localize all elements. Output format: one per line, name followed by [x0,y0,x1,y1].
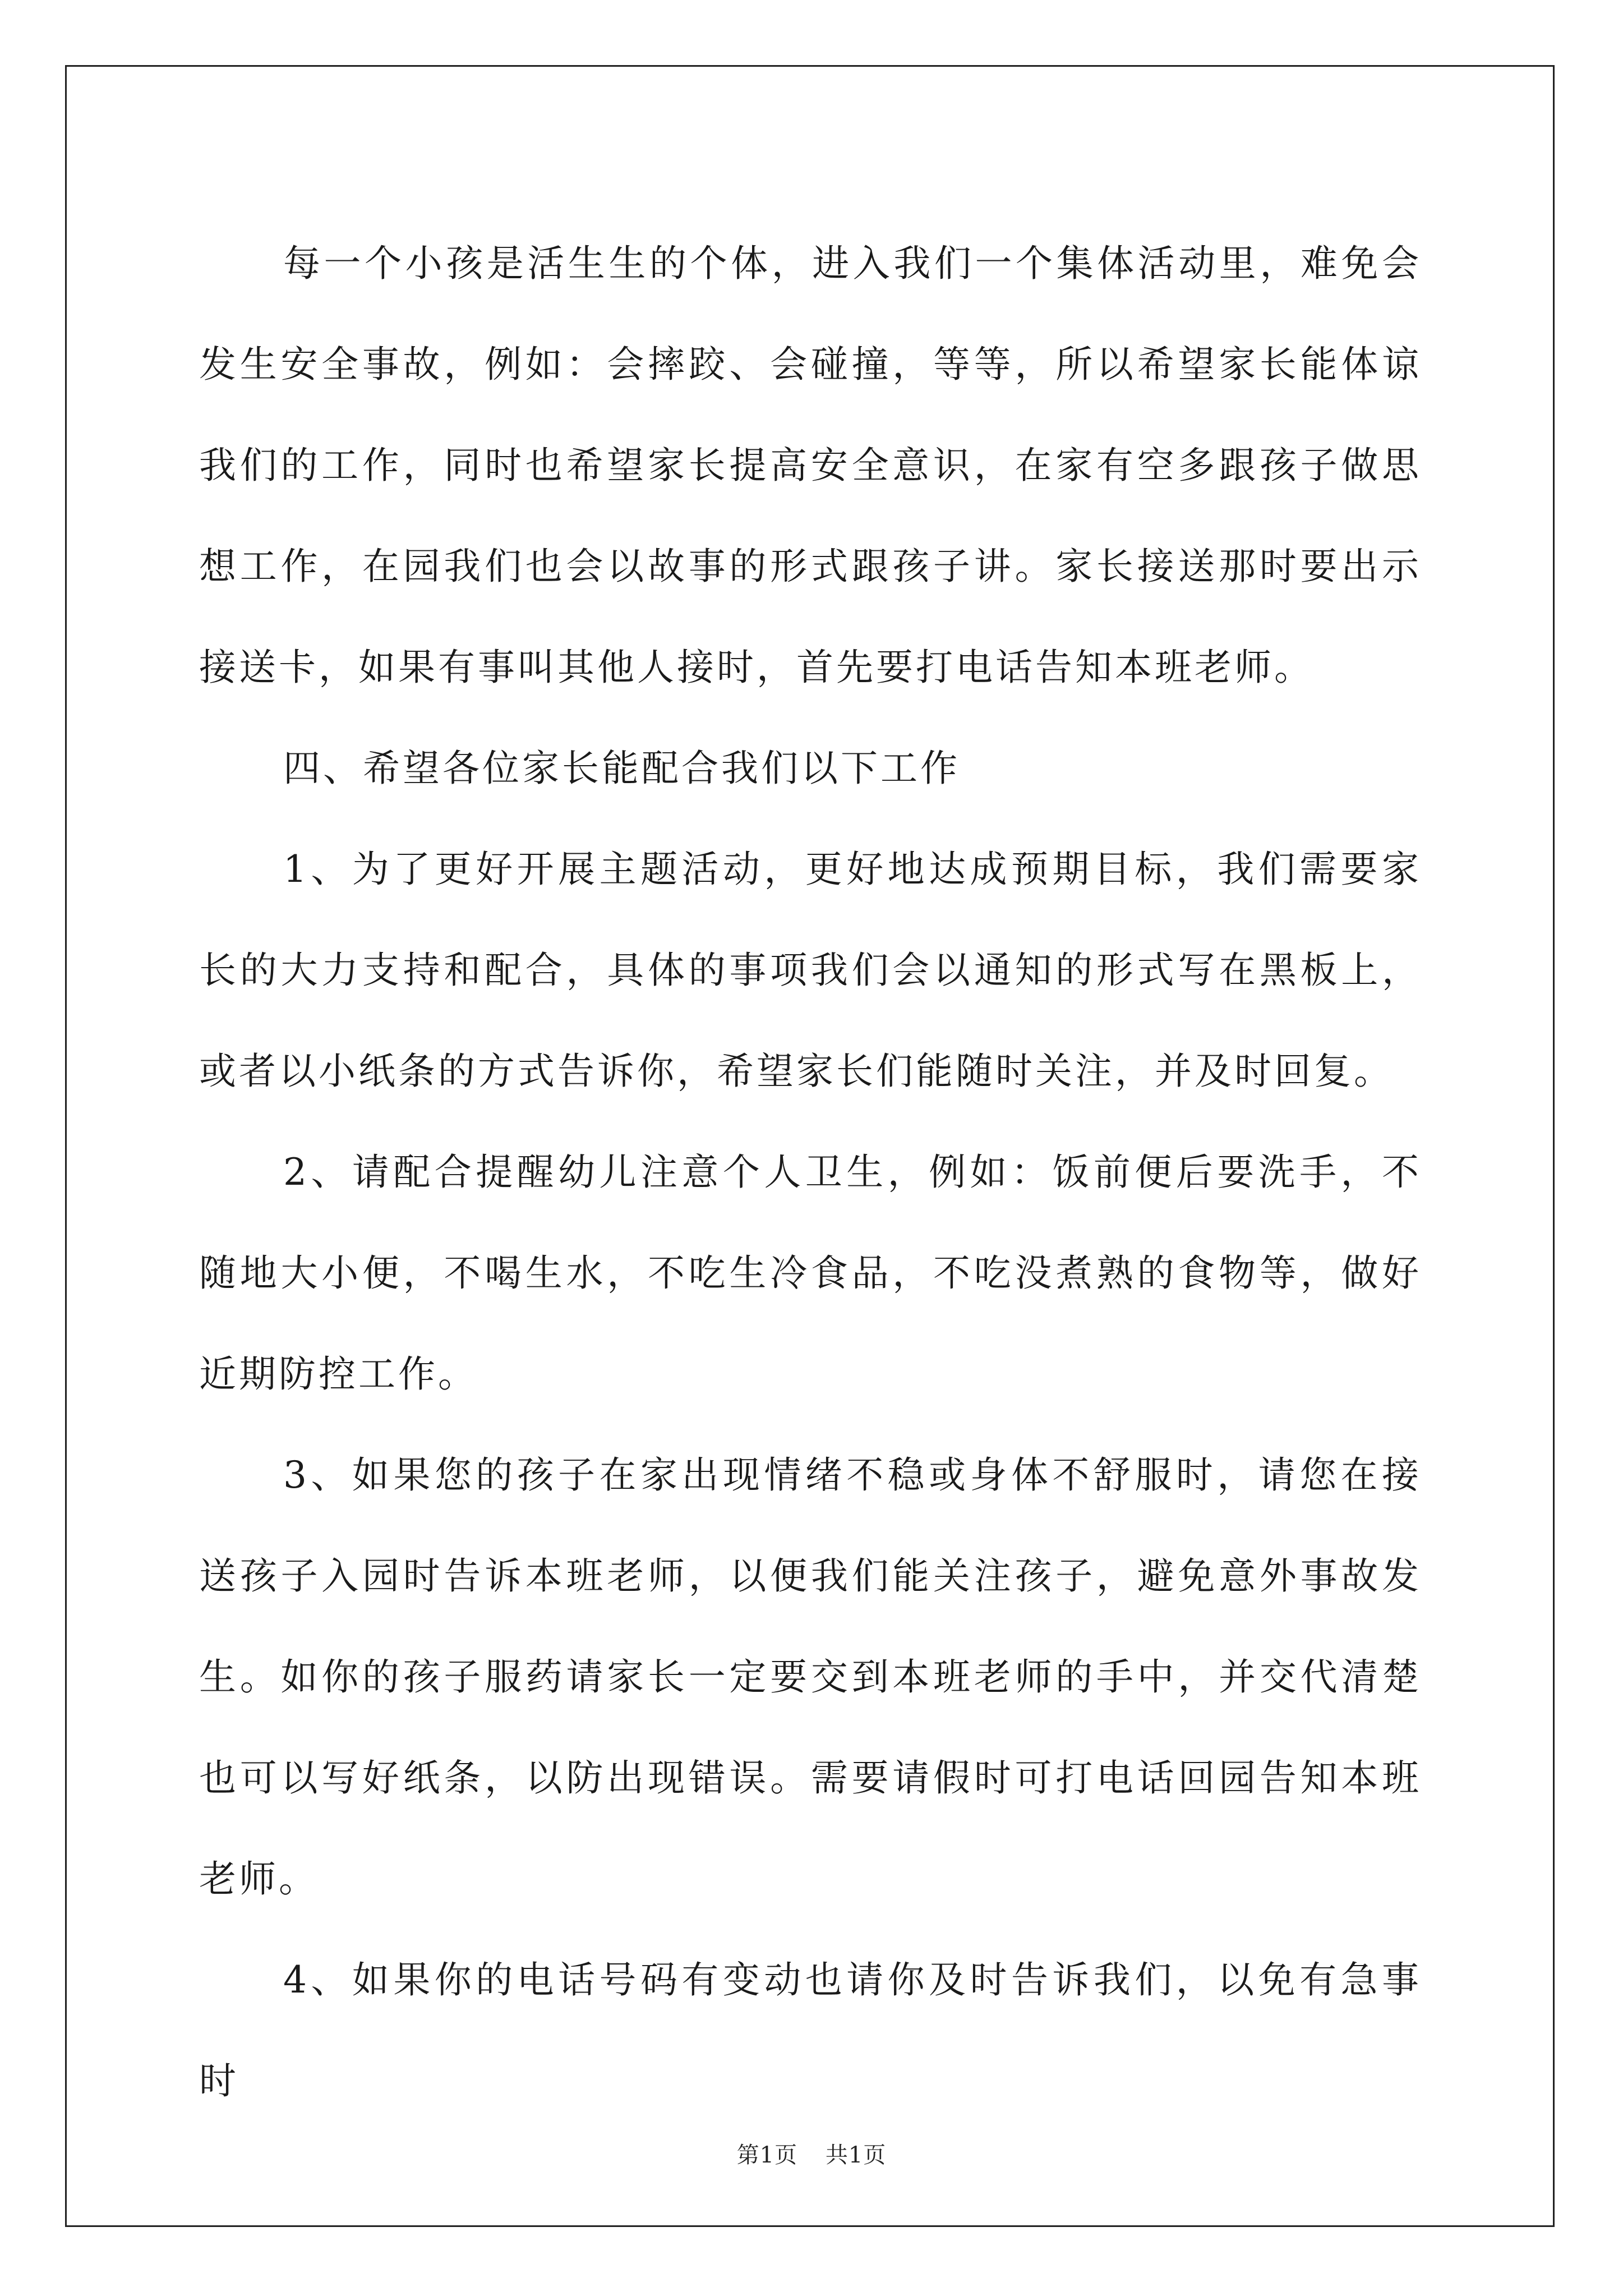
paragraph-safety: 每一个小孩是活生生的个体，进入我们一个集体活动里，难免会发生安全事故，例如：会摔跤、会碰撞，等等，所以希望家长能体谅我们的工作，同时也希望家长提高安全意识，在家有空多跟孩子做思想工作，在园我们也会以故事的形式跟孩子讲。家长接送那时要出示接送卡，如果有事叫其他人接时，首先要打电话告知本班老师。 [199,242,1422,689]
page-number-total: 共1页 [825,2142,887,2168]
page-number-current: 第1页 [736,2142,798,2168]
document-body [199,213,1422,2132]
paragraph-item-4: 4、如果你的电话号码有变动也请你及时告诉我们，以免有急事时 [199,1958,1422,2102]
paragraph-item-1: 1、为了更好开展主题活动，更好地达成预期目标，我们需要家长的大力支持和配合，具体的事项我们会以通知的形式写在黑板上，或者以小纸条的方式告诉你，希望家长们能随时关注，并及时回复。 [199,848,1422,1093]
page-footer [0,2137,1623,2169]
paragraph-item-2: 2、请配合提醒幼儿注意个人卫生，例如：饭前便后要洗手，不随地大小便，不喝生水，不吃生冷食品，不吃没煮熟的食物等，做好近期防控工作。 [199,1151,1422,1396]
paragraph-item-3: 3、如果您的孩子在家出现情绪不稳或身体不舒服时，请您在接送孩子入园时告诉本班老师，以便我们能关注孩子，避免意外事故发生。如你的孩子服药请家长一定要交到本班老师的手中，并交代清楚也可以写好纸条，以防出现错误。需要请假时可打电话回园告知本班老师。 [199,1453,1422,1901]
section-heading-cooperation: 四、希望各位家长能配合我们以下工作 [283,747,960,790]
